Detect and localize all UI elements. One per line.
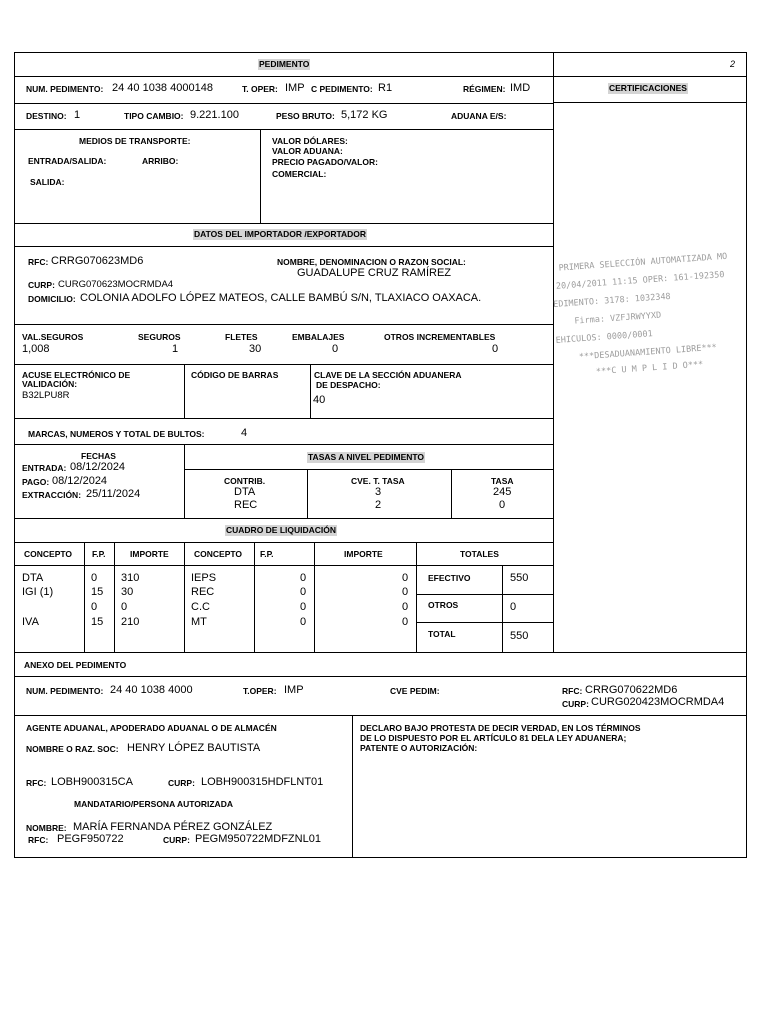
liq-importe: 30 [121, 586, 134, 598]
c-pedimento-value: R1 [378, 82, 393, 94]
anexo-cve-pedim-label: CVE PEDIM: [390, 686, 440, 696]
liq-fp: 0 [91, 601, 98, 613]
val-seguros-value: 1,008 [22, 343, 50, 355]
liq-importe: 210 [121, 616, 140, 628]
anexo-curp-value: CURG020423MOCRMDA4 [591, 696, 725, 708]
destino-label: DESTINO: [26, 111, 67, 121]
stamp-line: ***C U M P L I D O*** [595, 359, 704, 378]
importer-curp-label: CURP: [28, 280, 55, 290]
regimen-label: RÉGIMEN: [463, 84, 506, 94]
valor-aduana-label: VALOR ADUANA: [272, 146, 343, 156]
declaration-line-2: DE LO DISPUESTO POR EL ARTÍCULO 81 DELA LEY ADUANERA; [360, 733, 627, 743]
mandatario-nombre-value: MARÍA FERNANDA PÉREZ GONZÁLEZ [73, 821, 273, 833]
embalajes-value: 0 [332, 343, 339, 355]
tasa-row-contrib: REC [234, 499, 258, 511]
agent-curp-label: CURP: [168, 778, 195, 788]
num-pedimento-label: NUM. PEDIMENTO: [26, 84, 104, 94]
liq-concepto-2: REC [191, 586, 215, 598]
col-fp-2: F.P. [260, 549, 274, 559]
anexo-num-pedimento-value: 24 40 1038 4000 [110, 684, 193, 696]
liq-importe-2: 0 [402, 616, 409, 628]
mandatario-rfc-label: RFC: [28, 835, 49, 845]
stamp-line: 20/04/2011 11:15 OPER: 161-192350 [555, 270, 725, 292]
liq-concepto-2: MT [191, 616, 207, 628]
tasa-row-cve: 3 [375, 486, 382, 498]
liq-concepto: IGI (1) [22, 586, 54, 598]
importer-rfc-label: RFC: [28, 257, 49, 267]
acuse-label-1: ACUSE ELECTRÓNICO DE [22, 370, 131, 380]
fecha-extraccion-value: 25/11/2024 [86, 488, 141, 500]
otros-value: 0 [510, 601, 517, 613]
total-label: TOTAL [428, 629, 456, 639]
col-concepto-2: CONCEPTO [194, 549, 243, 559]
col-concepto: CONCEPTO [24, 549, 73, 559]
seguros-label: SEGUROS [138, 332, 181, 342]
stamp-line: Firma: VZFJRWYYXD [574, 310, 662, 327]
anexo-rfc-value: CRRG070622MD6 [585, 684, 678, 696]
entrada-salida-label: ENTRADA/SALIDA: [28, 156, 107, 166]
liq-importe: 0 [121, 601, 128, 613]
agent-title: AGENTE ADUANAL, APODERADO ADUANAL O DE ALMACÉN [26, 723, 277, 733]
mandatario-title: MANDATARIO/PERSONA AUTORIZADA [74, 799, 233, 809]
liq-concepto-2: IEPS [191, 572, 217, 584]
liq-fp: 15 [91, 586, 104, 598]
fletes-label: FLETES [225, 332, 258, 342]
anexo-num-pedimento-label: NUM. PEDIMENTO: [26, 686, 104, 696]
tasas-title: TASAS A NIVEL PEDIMENTO [308, 452, 425, 462]
valor-dolares-label: VALOR DÓLARES: [272, 136, 348, 146]
efectivo-label: EFECTIVO [428, 573, 471, 583]
num-pedimento-value: 24 40 1038 4000148 [112, 82, 213, 94]
acuse-value: B32LPU8R [22, 390, 70, 401]
liq-importe: 310 [121, 572, 140, 584]
liq-fp-2: 0 [300, 572, 307, 584]
stamp-line: EDIMENTO: 3178: 1032348 [552, 291, 671, 311]
liq-importe-2: 0 [402, 572, 409, 584]
clave-seccion-label-1: CLAVE DE LA SECCIÓN ADUANERA [314, 370, 462, 380]
marcas-value: 4 [241, 427, 248, 439]
fletes-value: 30 [249, 343, 262, 355]
otros-label: OTROS [428, 600, 459, 610]
col-importe-2: IMPORTE [344, 549, 383, 559]
peso-bruto-value: 5,172 KG [341, 109, 388, 121]
anexo-curp-label: CURP: [562, 699, 589, 709]
tasa-row-cve: 2 [375, 499, 382, 511]
destino-value: 1 [74, 109, 81, 121]
clave-seccion-value: 40 [313, 394, 326, 406]
precio-pagado-label: PRECIO PAGADO/VALOR: [272, 157, 378, 167]
tasa-label: TASA [491, 476, 514, 486]
liq-fp-2: 0 [300, 601, 307, 613]
declaration-line-3: PATENTE O AUTORIZACIÓN: [360, 743, 478, 753]
salida-label: SALIDA: [30, 177, 65, 187]
tasa-row-tasa: 0 [499, 499, 506, 511]
liq-fp-2: 0 [300, 616, 307, 628]
tasa-row-tasa: 245 [493, 486, 512, 498]
fecha-entrada-value: 08/12/2024 [70, 461, 126, 473]
fecha-entrada-label: ENTRADA: [22, 463, 67, 473]
cve-tasa-label: CVE. T. TASA [351, 476, 405, 486]
anexo-t-oper-label: T.OPER: [243, 686, 277, 696]
t-oper-label: T. OPER: [242, 84, 278, 94]
liq-concepto-2: C.C [191, 601, 210, 613]
importer-section-title: DATOS DEL IMPORTADOR /EXPORTADOR [194, 229, 367, 239]
liq-fp: 15 [91, 616, 104, 628]
mandatario-rfc-value: PEGF950722 [57, 833, 124, 845]
fecha-extraccion-label: EXTRACCIÓN: [22, 490, 82, 500]
importer-nombre-label: NOMBRE, DENOMINACION O RAZON SOCIAL: [277, 257, 466, 267]
liq-fp-2: 0 [300, 586, 307, 598]
otros-incrementables-value: 0 [492, 343, 499, 355]
mandatario-nombre-label: NOMBRE: [26, 823, 67, 833]
mandatario-curp-value: PEGM950722MDFZNL01 [195, 833, 321, 845]
agent-nombre-value: HENRY LÓPEZ BAUTISTA [127, 742, 261, 754]
liq-concepto: IVA [22, 616, 39, 628]
acuse-label-2: VALIDACIÓN: [22, 379, 78, 389]
agent-curp-value: LOBH900315HDFLNT01 [201, 776, 324, 788]
form-title: PEDIMENTO [259, 59, 310, 69]
aduana-label: ADUANA E/S: [451, 111, 507, 121]
certifications-title: CERTIFICACIONES [609, 83, 687, 93]
liq-importe-2: 0 [402, 586, 409, 598]
medios-transporte-label: MEDIOS DE TRANSPORTE: [79, 136, 191, 146]
efectivo-value: 550 [510, 572, 529, 584]
embalajes-label: EMBALAJES [292, 332, 345, 342]
peso-bruto-label: PESO BRUTO: [276, 111, 335, 121]
tipo-cambio-value: 9.221.100 [190, 109, 239, 121]
domicilio-label: DOMICILIO: [28, 294, 76, 304]
val-seguros-label: VAL.SEGUROS [22, 332, 84, 342]
pedimento-form [14, 52, 747, 858]
fecha-pago-value: 08/12/2024 [52, 475, 108, 487]
anexo-rfc-label: RFC: [562, 686, 583, 696]
agent-rfc-value: LOBH900315CA [51, 776, 133, 788]
col-totales: TOTALES [460, 549, 499, 559]
t-oper-value: IMP [285, 82, 305, 94]
declaration-line-1: DECLARO BAJO PROTESTA DE DECIR VERDAD, EN LOS TÉRMINOS [360, 723, 641, 733]
domicilio-value: COLONIA ADOLFO LÓPEZ MATEOS, CALLE BAMBÚ S/N, TLAXIACO OAXACA. [80, 292, 482, 304]
anexo-t-oper-value: IMP [284, 684, 304, 696]
importer-curp-value: CURG070623MOCRMDA4 [58, 279, 174, 290]
comercial-label: COMERCIAL: [272, 169, 327, 179]
seguros-value: 1 [172, 343, 179, 355]
importer-rfc-value: CRRG070623MD6 [51, 255, 144, 267]
liq-fp: 0 [91, 572, 98, 584]
col-importe: IMPORTE [130, 549, 169, 559]
mandatario-curp-label: CURP: [163, 835, 190, 845]
agent-nombre-label: NOMBRE O RAZ. SOC: [26, 744, 119, 754]
stamp-line: EHICULOS: 0000/0001 [555, 329, 654, 346]
contrib-label: CONTRIB. [224, 476, 266, 486]
clave-seccion-label-2: DE DESPACHO: [316, 380, 381, 390]
total-value: 550 [510, 630, 529, 642]
codigo-barras-label: CÓDIGO DE BARRAS [191, 370, 279, 380]
tipo-cambio-label: TIPO CAMBIO: [124, 111, 184, 121]
agent-rfc-label: RFC: [26, 778, 47, 788]
otros-incrementables-label: OTROS INCREMENTABLES [384, 332, 496, 342]
fechas-title: FECHAS [81, 451, 116, 461]
importer-nombre-value: GUADALUPE CRUZ RAMÍREZ [297, 267, 452, 279]
arribo-label: ARRIBO: [142, 156, 179, 166]
marcas-label: MARCAS, NUMEROS Y TOTAL DE BULTOS: [28, 429, 205, 439]
liq-concepto: DTA [22, 572, 44, 584]
stamp-line: ***DESADUANAMIENTO LIBRE*** [578, 342, 718, 363]
regimen-value: IMD [510, 82, 531, 94]
customs-stamp [554, 245, 756, 408]
anexo-title: ANEXO DEL PEDIMENTO [24, 660, 127, 670]
col-fp: F.P. [92, 549, 106, 559]
c-pedimento-label: C PEDIMENTO: [311, 84, 373, 94]
liq-importe-2: 0 [402, 601, 409, 613]
page-number: 2 [730, 59, 736, 69]
fecha-pago-label: PAGO: [22, 477, 50, 487]
liquidacion-title: CUADRO DE LIQUIDACIÓN [226, 525, 337, 535]
tasa-row-contrib: DTA [234, 486, 256, 498]
stamp-line: PRIMERA SELECCIÓN AUTOMATIZADA MO [558, 251, 728, 274]
